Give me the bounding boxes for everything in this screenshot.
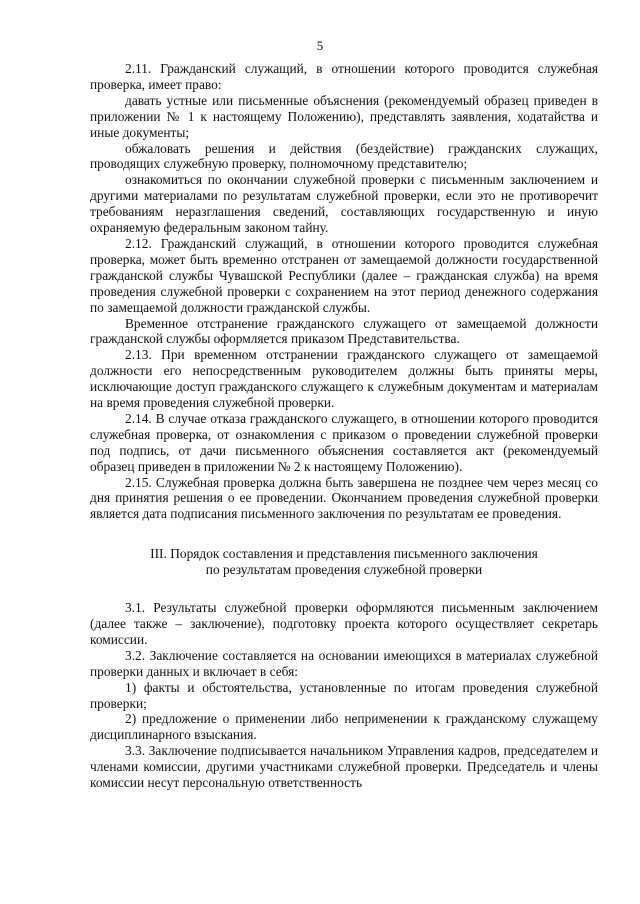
paragraph-right-explanations: давать устные или письменные объяснения (рекомендуемый образец приведен в приложении № 1 к настоящему Положению), представлять заявления, ходатайства и иные документы; <box>90 92 598 140</box>
paragraph-2-11: 2.11. Гражданский служащий, в отношении которого проводится служебная проверка, имеет право: <box>90 61 598 92</box>
paragraph-item-1: 1) факты и обстоятельства, установленные по итогам проведения служебной проверки; <box>90 679 598 711</box>
document-body <box>90 61 598 791</box>
paragraph-item-2: 2) предложение о применении либо неприменении к гражданскому служащему дисциплинарного взыскания. <box>90 711 598 743</box>
paragraph-3-3: 3.3. Заключение подписывается начальником Управления кадров, председателем и членами комиссии, другими участниками служебной проверки. Председатель и члены комиссии несут персональную ответственность <box>90 743 598 791</box>
paragraph-2-15: 2.15. Служебная проверка должна быть завершена не позднее чем через месяц со дня принятия решения о ее проведении. Окончанием проведения служебной проверки является дата подписания письменного заключения по результатам ее проведения. <box>90 474 598 522</box>
section-heading-iii <box>90 546 598 578</box>
paragraph-right-familiarize: ознакомиться по окончании служебной проверки с письменным заключением и другими материалами по результатам служебной проверки, если это не противоречит требованиям неразглашения сведений, составляющих государственную и иную охраняемую федеральным законом тайну. <box>90 172 598 236</box>
paragraph-2-14: 2.14. В случае отказа гражданского служащего, в отношении которого проводится служебная проверка, от ознакомления с приказом о проведении служебной проверки под подпись, от дачи письменного объяснения составляется акт (рекомендуемый образец приведен в приложении № 2 к настоящему Положению). <box>90 410 598 474</box>
section-heading-line-2: по результатам проведения служебной проверки <box>205 562 483 578</box>
paragraph-3-2: 3.2. Заключение составляется на основании имеющихся в материалах служебной проверки данных и включает в себя: <box>90 647 598 679</box>
paragraph-2-13: 2.13. При временном отстранении гражданского служащего от замещаемой должности его непосредственным руководителем должны быть приняты меры, исключающие доступ гражданского служащего к служебным документам и материалам на время проведения служебной проверки. <box>90 347 598 411</box>
paragraph-3-1: 3.1. Результаты служебной проверки оформляются письменным заключением (далее также – заключение), подготовку проекта которого осуществляет секретарь комиссии. <box>90 600 598 647</box>
paragraph-2-12: 2.12. Гражданский служащий, в отношении которого проводится служебная проверка, может быть временно отстранен от замещаемой должности государственной гражданской службы Чувашской Республики (далее – гражданская служба) на время проведения служебной проверки с сохранением на этот период денежного содержания по замещаемой должности гражданской службы. <box>90 235 598 315</box>
paragraph-suspension-order: Временное отстранение гражданского служащего от замещаемой должности гражданской службы оформляется приказом Представительства. <box>90 315 598 347</box>
section-heading-line-1: III. Порядок составления и представления письменного заключения <box>150 546 538 562</box>
page-number: 5 <box>316 38 324 53</box>
paragraph-right-appeal: обжаловать решения и действия (бездействие) гражданских служащих, проводящих служебную проверку, полномочному представителю; <box>90 140 598 172</box>
